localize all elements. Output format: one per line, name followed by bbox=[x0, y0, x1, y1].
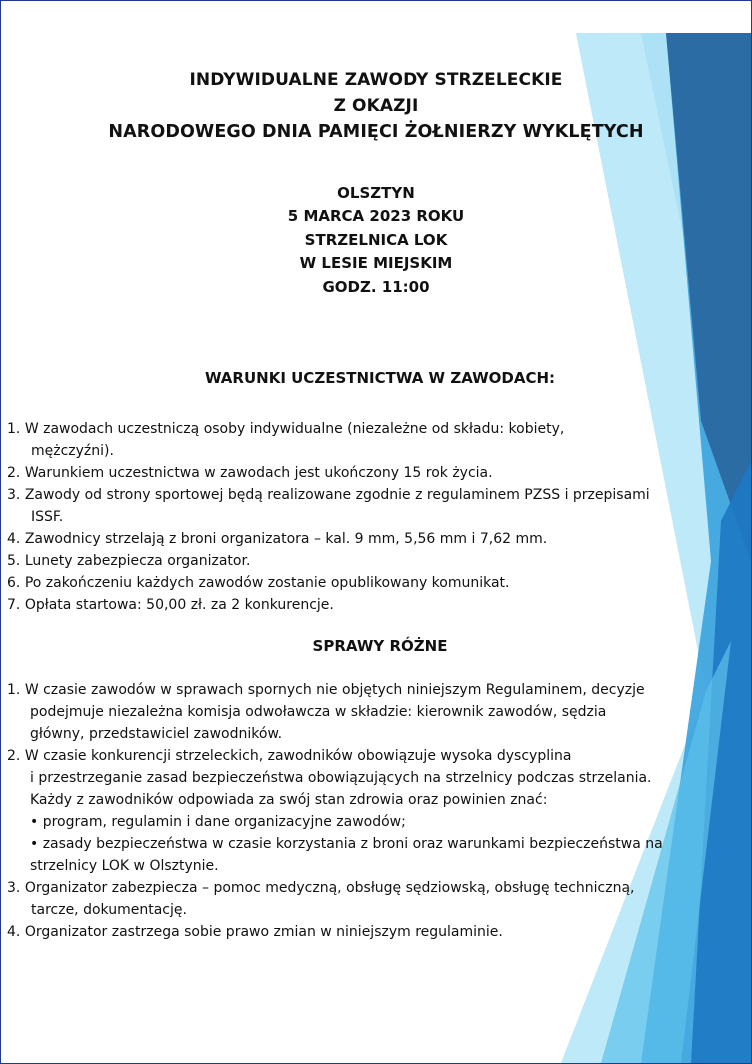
list-item: 4. Zawodnicy strzelają z broni organizatora – kal. 9 mm, 5,56 mm i 7,62 mm. bbox=[7, 531, 548, 547]
misc-list bbox=[7, 679, 751, 943]
title-line-1: INDYWIDUALNE ZAWODY STRZELECKIE bbox=[189, 70, 563, 90]
event-venue: STRZELNICA LOK bbox=[304, 231, 448, 249]
misc-heading: SPRAWY RÓŻNE bbox=[312, 637, 448, 655]
event-location: W LESIE MIEJSKIM bbox=[299, 254, 453, 272]
list-item: 2. Warunkiem uczestnictwa w zawodach jest ukończony 15 rok życia. bbox=[7, 465, 493, 481]
list-item: 3. Organizator zabezpiecza – pomoc medyczną, obsługę sędziowską, obsługę techniczną, tarcze, dokumentację. bbox=[7, 880, 635, 918]
list-item: 1. W zawodach uczestniczą osoby indywidualne (niezależne od składu: kobiety, mężczyźni). bbox=[7, 421, 565, 459]
list-item: 7. Opłata startowa: 50,00 zł. za 2 konkurencje. bbox=[7, 597, 334, 613]
conditions-list bbox=[7, 418, 751, 616]
title-line-2: Z OKAZJI bbox=[333, 96, 419, 116]
event-city: OLSZTYN bbox=[337, 184, 415, 202]
conditions-heading: WARUNKI UCZESTNICTWA W ZAWODACH: bbox=[204, 369, 556, 387]
list-item: 3. Zawody od strony sportowej będą realizowane zgodnie z regulaminem PZSS i przepisami ISSF. bbox=[7, 487, 650, 525]
title-line-3: NARODOWEGO DNIA PAMIĘCI ŻOŁNIERZY WYKLĘTYCH bbox=[108, 122, 644, 142]
list-item: 2. W czasie konkurencji strzeleckich, zawodników obowiązuje wysoka dyscyplina i przestrzeganie zasad bezpieczeństwa obowiązujących na strzelnicy podczas strzelania. Każdy z zawodników odpowiada za swój stan zdrowia oraz powinien znać: • program, regulamin i dane organizacyjne zawodów; • zasady bezpieczeństwa w czasie korzystania z broni oraz warunkami bezpieczeństwa na strzelnicy LOK w Olsztynie. bbox=[7, 748, 663, 874]
event-date: 5 MARCA 2023 ROKU bbox=[287, 207, 465, 225]
list-item: 5. Lunety zabezpiecza organizator. bbox=[7, 553, 251, 569]
list-item: 4. Organizator zastrzega sobie prawo zmian w niniejszym regulaminie. bbox=[7, 924, 503, 940]
event-time: GODZ. 11:00 bbox=[322, 278, 430, 296]
list-item: 6. Po zakończeniu każdych zawodów zostanie opublikowany komunikat. bbox=[7, 575, 510, 591]
list-item: 1. W czasie zawodów w sprawach spornych nie objętych niniejszym Regulaminem, decyzje podejmuje niezależna komisja odwoławcza w składzie: kierownik zawodów, sędzia główny, przedstawiciel zawodników. bbox=[7, 682, 645, 742]
